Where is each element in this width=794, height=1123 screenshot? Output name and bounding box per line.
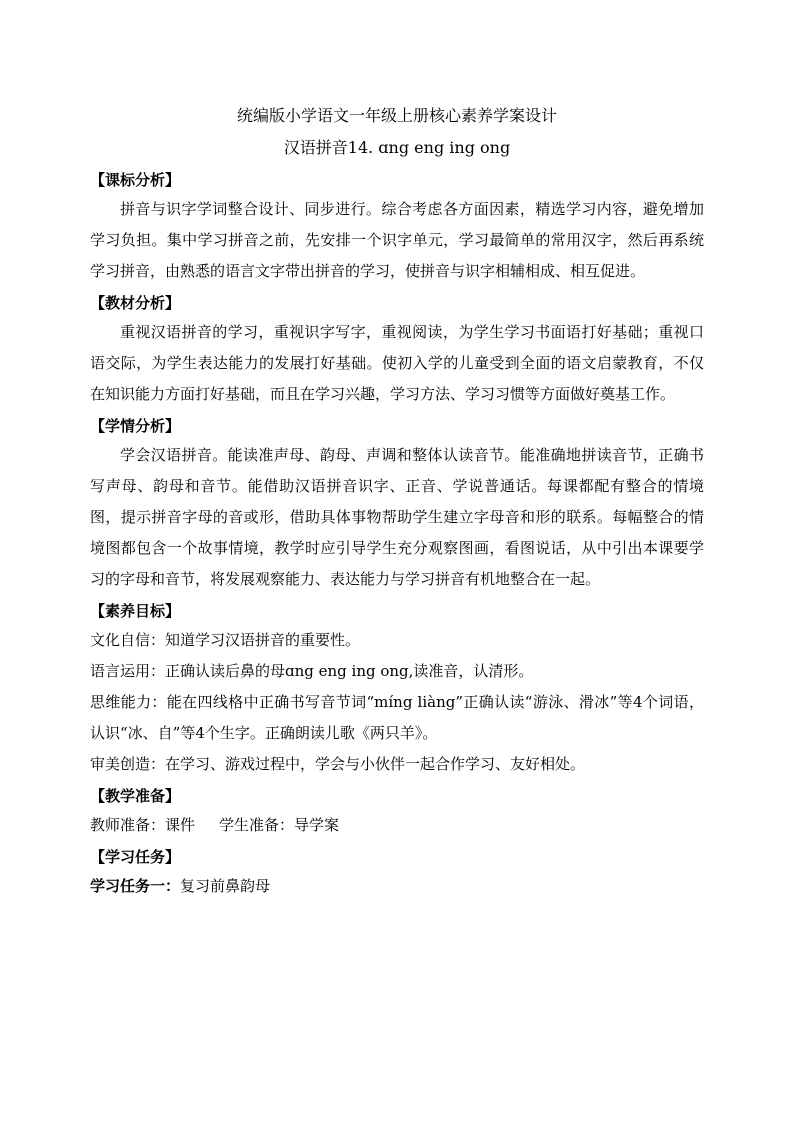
teacher-preparation: 教师准备：课件 (90, 816, 196, 834)
section-heading-kebiao: 【课标分析】 (90, 171, 181, 189)
goal-item: 思维能力：能在四线格中正确书写音节词“míng liàng”正确认读“游泳、滑冰”等4个词语，认识“冰、自”等4个生字。正确朗读儿歌《两只羊》。 (90, 693, 704, 742)
section-text-xueqing: 学会汉语拼音。能读准声母、韵母、声调和整体认读音节。能准确地拼读音节，正确书写声母、韵母和音节。能借助汉语拼音识字、正音、学说普通话。每课都配有整合的情境图，提示拼音字母的音或形，借助具体事物帮助学生建立字母音和形的联系。每幅整合的情境图都包含一个故事情境，教学时应引导学生充分观察图画，看图说话，从中引出本课要学习的字母和音节，将发展观察能力、表达能力与学习拼音有机地整合在一起。 (90, 446, 704, 588)
section-text-jiaocai: 重视汉语拼音的学习，重视识字写字，重视阅读，为学生学习书面语打好基础；重视口语交际，为学生表达能力的发展打好基础。使初入学的儿童受到全面的语文启蒙教育，不仅在知识能力方面打好基础，而且在学习兴趣，学习方法、学习习惯等方面做好奠基工作。 (90, 323, 704, 403)
document-page (90, 100, 704, 902)
goal-item: 语言运用：正确认读后鼻的母ɑng eng ing ong,读准音，认清形。 (90, 662, 534, 680)
task-line (90, 871, 704, 902)
goal-item: 审美创造：在学习、游戏过程中，学会与小伙伴一起合作学习、友好相处。 (90, 755, 586, 773)
section-heading-jiaocai: 【教材分析】 (90, 294, 181, 312)
section-text-kebiao: 拼音与识字学词整合设计、同步进行。综合考虑各方面因素，精选学习内容，避免增加学习负担。集中学习拼音之前，先安排一个识字单元，学习最简单的常用汉字，然后再系统学习拼音，由熟悉的语言文字带出拼音的学习，使拼音与识字相辅相成、相互促进。 (90, 200, 704, 280)
section-heading-xueqing: 【学情分析】 (90, 417, 181, 435)
section-heading-renwu: 【学习任务】 (90, 848, 181, 866)
preparation-line (90, 810, 704, 841)
section-heading-suyang: 【素养目标】 (90, 602, 181, 620)
task-1-label: 学习任务一： (90, 877, 181, 895)
document-title: 统编版小学语文一年级上册核心素养学案设计 (236, 106, 557, 125)
goal-item: 文化自信：知道学习汉语拼音的重要性。 (90, 631, 361, 649)
student-preparation: 学生准备：导学案 (219, 816, 340, 834)
section-heading-zhunbei: 【教学准备】 (90, 787, 181, 805)
document-subtitle: 汉语拼音14. ɑng eng ing ong (283, 138, 511, 157)
task-1-text: 复习前鼻韵母 (180, 877, 271, 895)
